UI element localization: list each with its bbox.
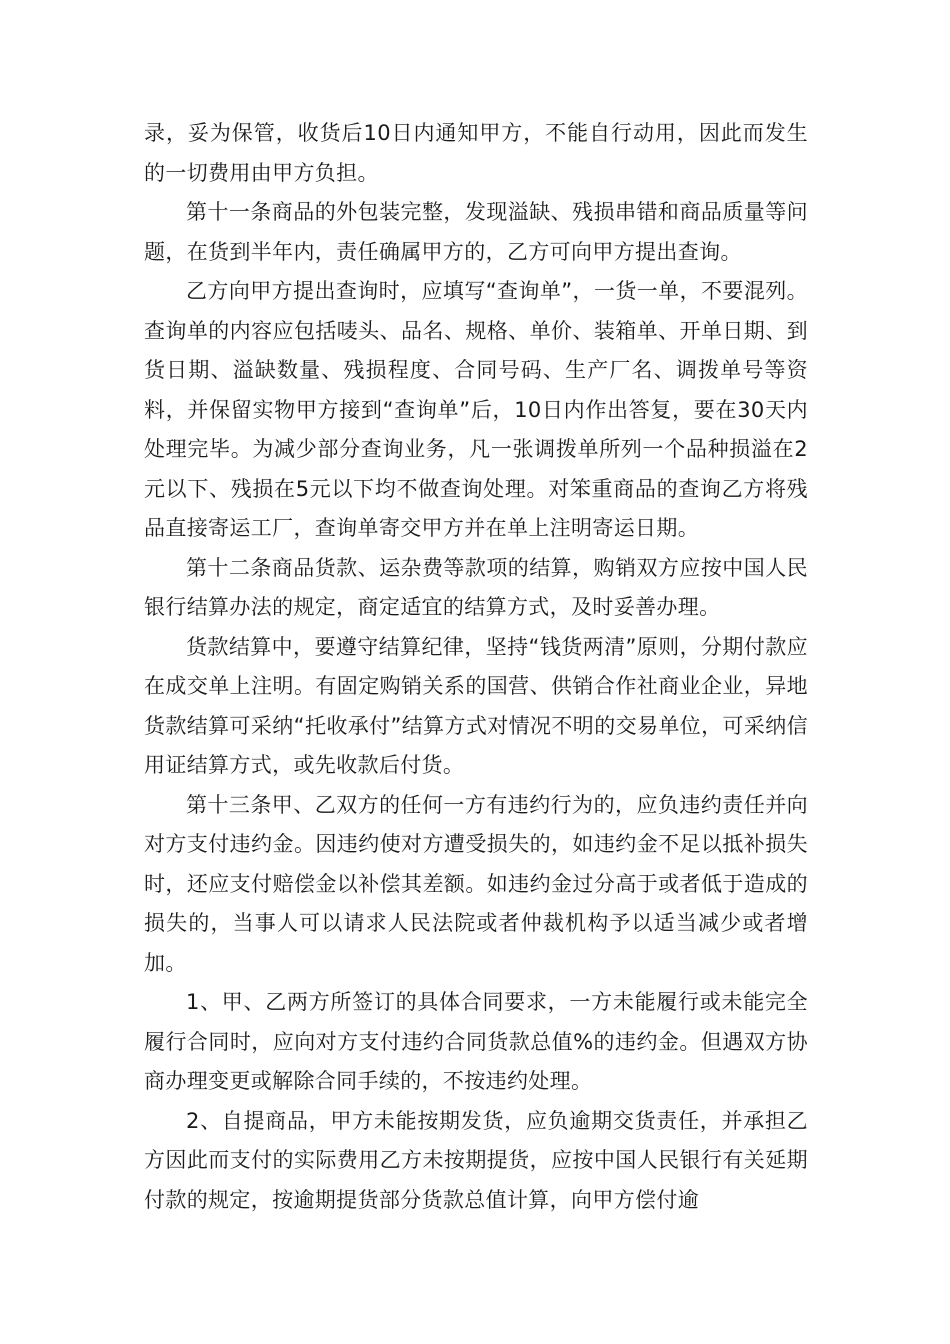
- paragraph-2: 第十一条商品的外包装完整，发现溢缺、残损串错和商品质量等问题，在货到半年内，责任确属甲方的，乙方可向甲方提出查询。: [144, 200, 808, 264]
- paragraph-3: 乙方向甲方提出查询时，应填写“查询单”，一货一单，不要混列。查询单的内容应包括唛头、品名、规格、单价、装箱单、开单日期、到货日期、溢缺数量、残损程度、合同号码、生产厂名、调拨单号等资料，并保留实物甲方接到“查询单”后，10日内作出答复，要在30天内处理完毕。为减少部分查询业务，凡一张调拨单所列一个品种损溢在2元以下、残损在5元以下均不做查询处理。对笨重商品的查询乙方将残品直接寄运工厂，查询单寄交甲方并在单上注明寄运日期。: [144, 279, 808, 540]
- paragraph-1: 录，妥为保管，收货后10日内通知甲方，不能自行动用，因此而发生的一切费用由甲方负担。: [144, 121, 808, 185]
- document-body: [144, 114, 808, 1220]
- paragraph-4: 第十二条商品货款、运杂费等款项的结算，购销双方应按中国人民银行结算办法的规定，商定适宜的结算方式，及时妥善办理。: [144, 555, 808, 619]
- paragraph-6: 第十三条甲、乙双方的任何一方有违约行为的，应负违约责任并向对方支付违约金。因违约使对方遭受损失的，如违约金不足以抵补损失时，还应支付赔偿金以补偿其差额。如违约金过分高于或者低于造成的损失的，当事人可以请求人民法院或者仲裁机构予以适当减少或者增加。: [144, 792, 808, 975]
- paragraph-7: 1、甲、乙两方所签订的具体合同要求，一方未能履行或未能完全履行合同时，应向对方支付违约合同货款总值%的违约金。但遇双方协商办理变更或解除合同手续的，不按违约处理。: [144, 990, 808, 1093]
- paragraph-8: 2、自提商品，甲方未能按期发货，应负逾期交货责任，并承担乙方因此而支付的实际费用乙方未按期提货，应按中国人民银行有关延期付款的规定，按逾期提货部分货款总值计算，向甲方偿付逾: [144, 1108, 808, 1212]
- paragraph-5: 货款结算中，要遵守结算纪律，坚持“钱货两清”原则，分期付款应在成交单上注明。有固定购销关系的国营、供销合作社商业企业，异地货款结算可采纳“托收承付”结算方式对情况不明的交易单位，可采纳信用证结算方式，或先收款后付货。: [144, 634, 808, 777]
